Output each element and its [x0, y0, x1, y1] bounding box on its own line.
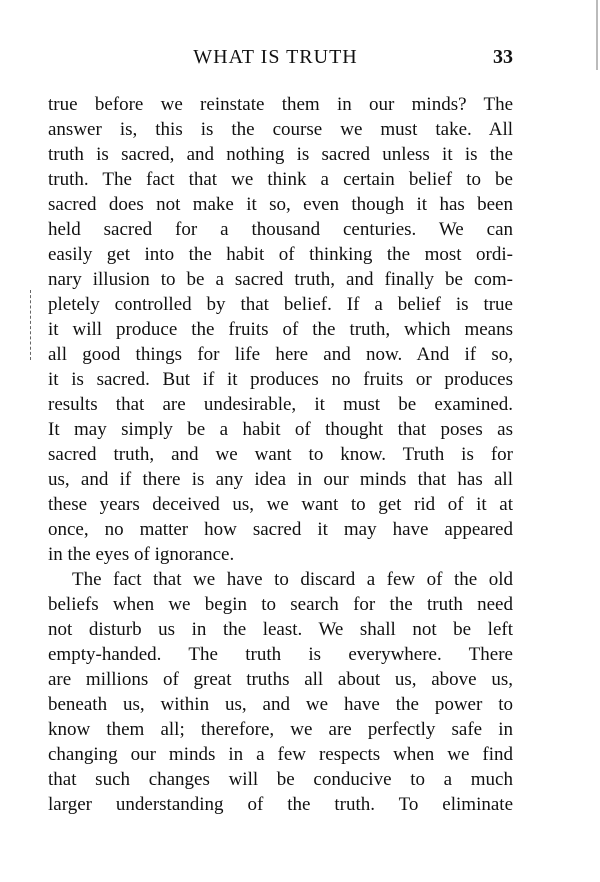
text-line: held sacred for a thousand centuries. We can — [48, 219, 513, 240]
text-line: not disturb us in the least. We shall not be left — [48, 619, 513, 640]
text-line: are millions of great truths all about us, above us, — [48, 669, 513, 690]
text-line: truth is sacred, and nothing is sacred unless it is the — [48, 144, 513, 165]
text-line: that such changes will be conducive to a much — [48, 769, 513, 790]
page-edge — [596, 0, 598, 70]
text-line: beliefs when we begin to search for the truth need — [48, 594, 513, 615]
running-header — [48, 46, 513, 74]
text-line: beneath us, within us, and we have the power to — [48, 694, 513, 715]
text-line: pletely controlled by that belief. If a belief is true — [48, 294, 513, 315]
text-line: know them all; therefore, we are perfectly safe in — [48, 719, 513, 740]
text-line: larger understanding of the truth. To eliminate — [48, 794, 513, 815]
page-number: 33 — [493, 46, 513, 68]
text-line: these years deceived us, we want to get rid of it at — [48, 494, 513, 515]
page-body-text — [48, 92, 513, 817]
text-line: empty-handed. The truth is everywhere. There — [48, 644, 513, 665]
text-line: changing our minds in a few respects when we find — [48, 744, 513, 765]
text-line: nary illusion to be a sacred truth, and finally be com- — [48, 269, 513, 290]
running-title: WHAT IS TRUTH — [193, 46, 358, 68]
text-line: truth. The fact that we think a certain belief to be — [48, 169, 513, 190]
text-line: sacred truth, and we want to know. Truth is for — [48, 444, 513, 465]
text-line: it will produce the fruits of the truth, which means — [48, 319, 513, 340]
text-line: easily get into the habit of thinking the most ordi- — [48, 244, 513, 265]
text-line: it is sacred. But if it produces no fruits or produces — [48, 369, 513, 390]
text-line: answer is, this is the course we must take. All — [48, 119, 513, 140]
text-line: in the eyes of ignorance. — [48, 544, 235, 565]
text-line: once, no matter how sacred it may have appeared — [48, 519, 513, 540]
text-line: all good things for life here and now. And if so, — [48, 344, 513, 365]
margin-pencil-mark — [30, 290, 32, 360]
text-line: sacred does not make it so, even though it has been — [48, 194, 513, 215]
text-line: It may simply be a habit of thought that poses as — [48, 419, 513, 440]
text-line: true before we reinstate them in our minds? The — [48, 94, 513, 115]
text-line: us, and if there is any idea in our minds that has all — [48, 469, 513, 490]
text-line: The fact that we have to discard a few of the old — [72, 569, 513, 590]
text-line: results that are undesirable, it must be examined. — [48, 394, 513, 415]
